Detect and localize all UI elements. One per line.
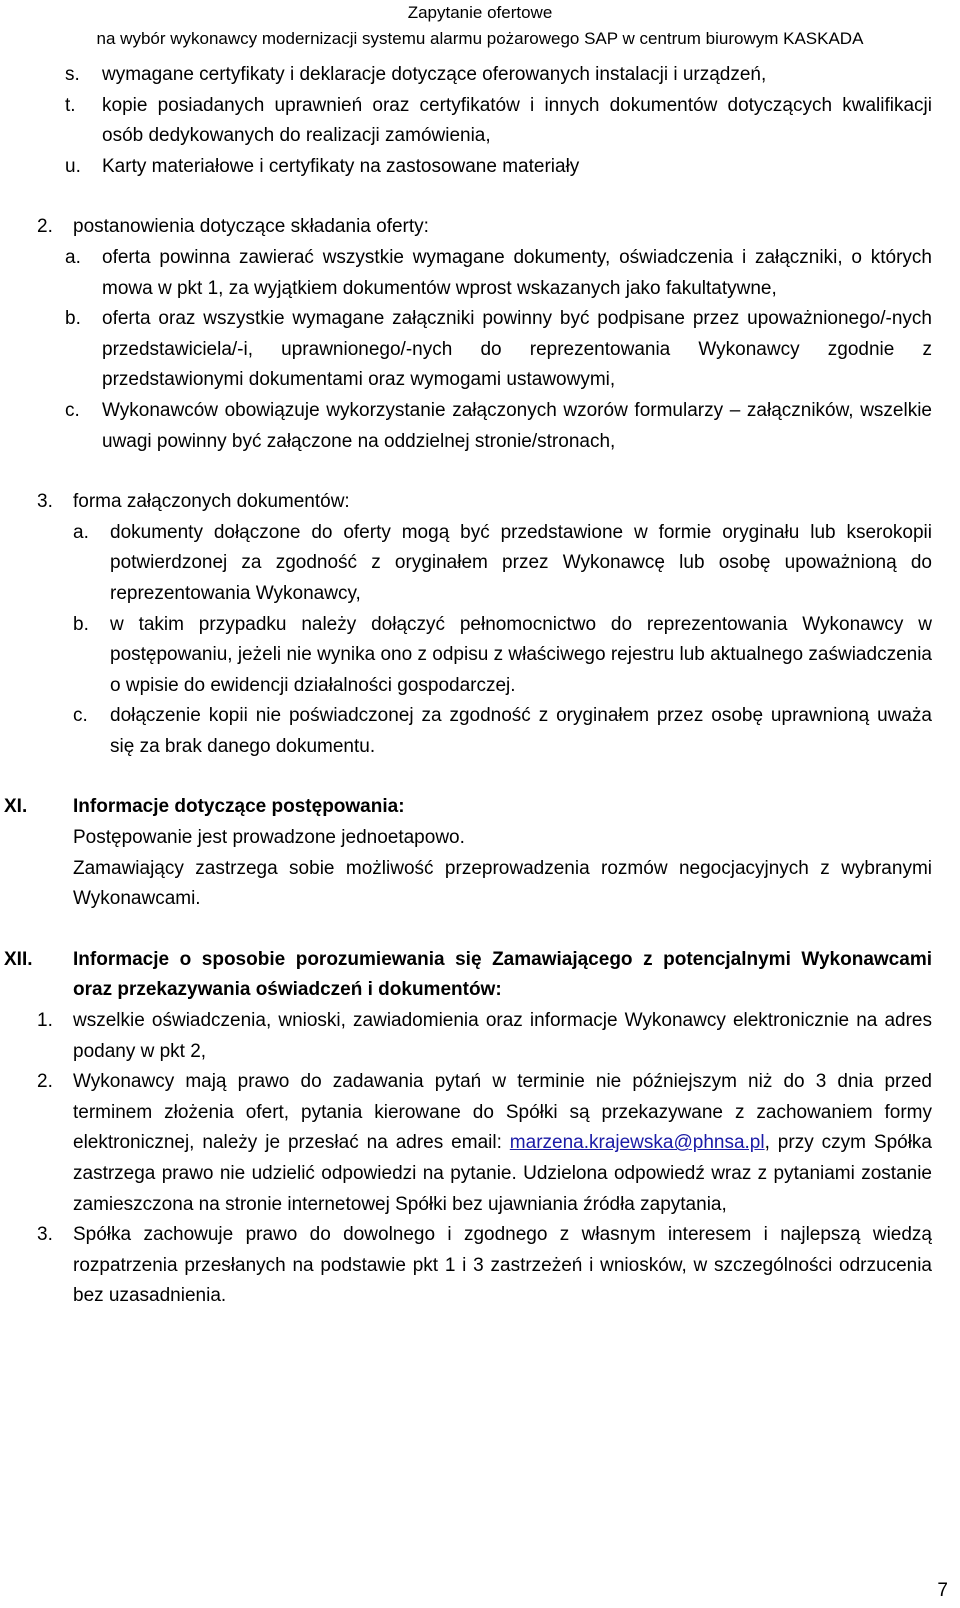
item-text: Karty materiałowe i certyfikaty na zastosowane materiały	[102, 155, 580, 177]
paragraph	[0, 823, 960, 854]
item-text-after: , przy czym Spółka zastrzega prawo nie udzielić odpowiedzi na pytanie. Udzielona odpowiedź wraz z pytaniami zostanie zamieszczona na stronie internetowej Spółki bez ujawniania źródła zapytania,	[73, 1132, 932, 1215]
section-title: forma załączonych dokumentów:	[73, 491, 350, 513]
header-subtitle: na wybór wykonawcy modernizacji systemu alarmu pożarowego SAP w centrum biurowym KASKADA	[96, 29, 864, 48]
item-label: 3.	[37, 1224, 53, 1246]
section-label: XII.	[4, 948, 33, 970]
paragraph-text: Postępowanie jest prowadzone jednoetapowo.	[73, 827, 465, 849]
item-text: dołączenie kopii nie poświadczonej za zgodność z oryginałem przez osobę uprawnioną uważa się za brak danego dokumentu.	[110, 705, 932, 757]
item-text: Wykonawców obowiązuje wykorzystanie załączonych wzorów formularzy – załączników, wszelkie uwagi powinny być załączone na oddzielnej stronie/stronach,	[102, 399, 932, 452]
section-title: postanowienia dotyczące składania oferty:	[73, 216, 429, 238]
list-item	[0, 610, 960, 702]
list-item	[0, 243, 960, 304]
item-label: u.	[65, 155, 81, 177]
list-item	[0, 701, 960, 762]
item-label: b.	[73, 613, 89, 635]
email-link[interactable]: marzena.krajewska@phnsa.pl	[509, 1132, 765, 1154]
paragraph	[0, 854, 960, 915]
section-title: Informacje o sposobie porozumiewania się Zamawiającego z potencjalnymi Wykonawcami oraz przekazywania oświadczeń i dokumentów:	[73, 948, 932, 1001]
item-text: oferta oraz wszystkie wymagane załączniki powinny być podpisane przez upoważnionego/-nych przedstawiciela/-i, uprawnionego/-nych do reprezentowania Wykonawcy zgodnie z przedstawionymi dokumentami oraz wymogami ustawowymi,	[102, 308, 932, 391]
section-3-heading	[0, 487, 960, 518]
item-label: b.	[65, 308, 81, 330]
item-text: wszelkie oświadczenia, wnioski, zawiadomienia oraz informacje Wykonawcy elektronicznie na adres podany w pkt 2,	[73, 1010, 932, 1062]
section-title: Informacje dotyczące postępowania:	[73, 796, 405, 818]
list-item	[0, 518, 960, 610]
page-header	[0, 0, 960, 52]
item-text: dokumenty dołączone do oferty mogą być przedstawione w formie oryginału lub kserokopii potwierdzonej za zgodność z oryginałem przez Wykonawcę lub osobę upoważnioną do reprezentowania Wykonawcy,	[110, 521, 932, 604]
item-text: kopie posiadanych uprawnień oraz certyfikatów i innych dokumentów dotyczących kwalifikacji osób dedykowanych do realizacji zamówienia,	[102, 94, 932, 147]
section-label: 3.	[37, 491, 53, 513]
item-text: oferta powinna zawierać wszystkie wymagane dokumenty, oświadczenia i załączniki, o których mowa w pkt 1, za wyjątkiem dokumentów wprost wskazanych jako fakultatywne,	[102, 246, 932, 299]
section-xii-heading	[0, 945, 960, 1006]
section-label: XI.	[4, 796, 28, 818]
item-text: w takim przypadku należy dołączyć pełnomocnictwo do reprezentowania Wykonawcy w postępowaniu, jeżeli nie wynika ono z odpisu z właściwego rejestru lub aktualnego zaświadczenia o wpisie do ewidencji działalności gospodarczej.	[110, 613, 932, 696]
item-text: wymagane certyfikaty i deklaracje dotyczące oferowanych instalacji i urządzeń,	[102, 64, 767, 85]
header-title: Zapytanie ofertowe	[407, 3, 553, 22]
item-label: 2.	[37, 1071, 53, 1093]
list-item	[0, 152, 960, 183]
section-label: 2.	[37, 216, 53, 238]
item-text: Spółka zachowuje prawo do dowolnego i zgodnego z własnym interesem i najlepszą wiedzą rozpatrzenia przesłanych na podstawie pkt 1 i 3 zastrzeżeń i wniosków, w szczególności odrzucenia bez uzasadnienia.	[73, 1224, 932, 1307]
list-item	[0, 1006, 960, 1067]
item-text-before: Wykonawcy mają prawo do zadawania pytań w terminie nie późniejszym niż do 3 dnia przed terminem złożenia ofert, pytania kierowane do Spółki są przekazywane z zachowaniem formy elektronicznej, należy je przesłać na adres email:	[73, 1071, 932, 1154]
item-label: 1.	[37, 1010, 53, 1032]
list-item	[0, 396, 960, 457]
page-number: 7	[937, 1580, 948, 1601]
list-item	[0, 60, 960, 91]
document-body	[0, 60, 960, 1312]
list-item	[0, 1067, 960, 1220]
item-label: a.	[73, 521, 89, 543]
item-text	[73, 1067, 932, 1220]
paragraph-text: Zamawiający zastrzega sobie możliwość przeprowadzenia rozmów negocjacyjnych z wybranymi Wykonawcami.	[73, 857, 932, 910]
section-2-heading	[0, 212, 960, 243]
list-item	[0, 91, 960, 152]
list-item	[0, 304, 960, 396]
section-xi-heading	[0, 792, 960, 823]
item-label: t.	[65, 94, 76, 116]
item-label: a.	[65, 246, 81, 268]
item-label: s.	[65, 64, 80, 85]
list-item	[0, 1220, 960, 1312]
item-label: c.	[73, 705, 88, 727]
item-label: c.	[65, 399, 80, 421]
